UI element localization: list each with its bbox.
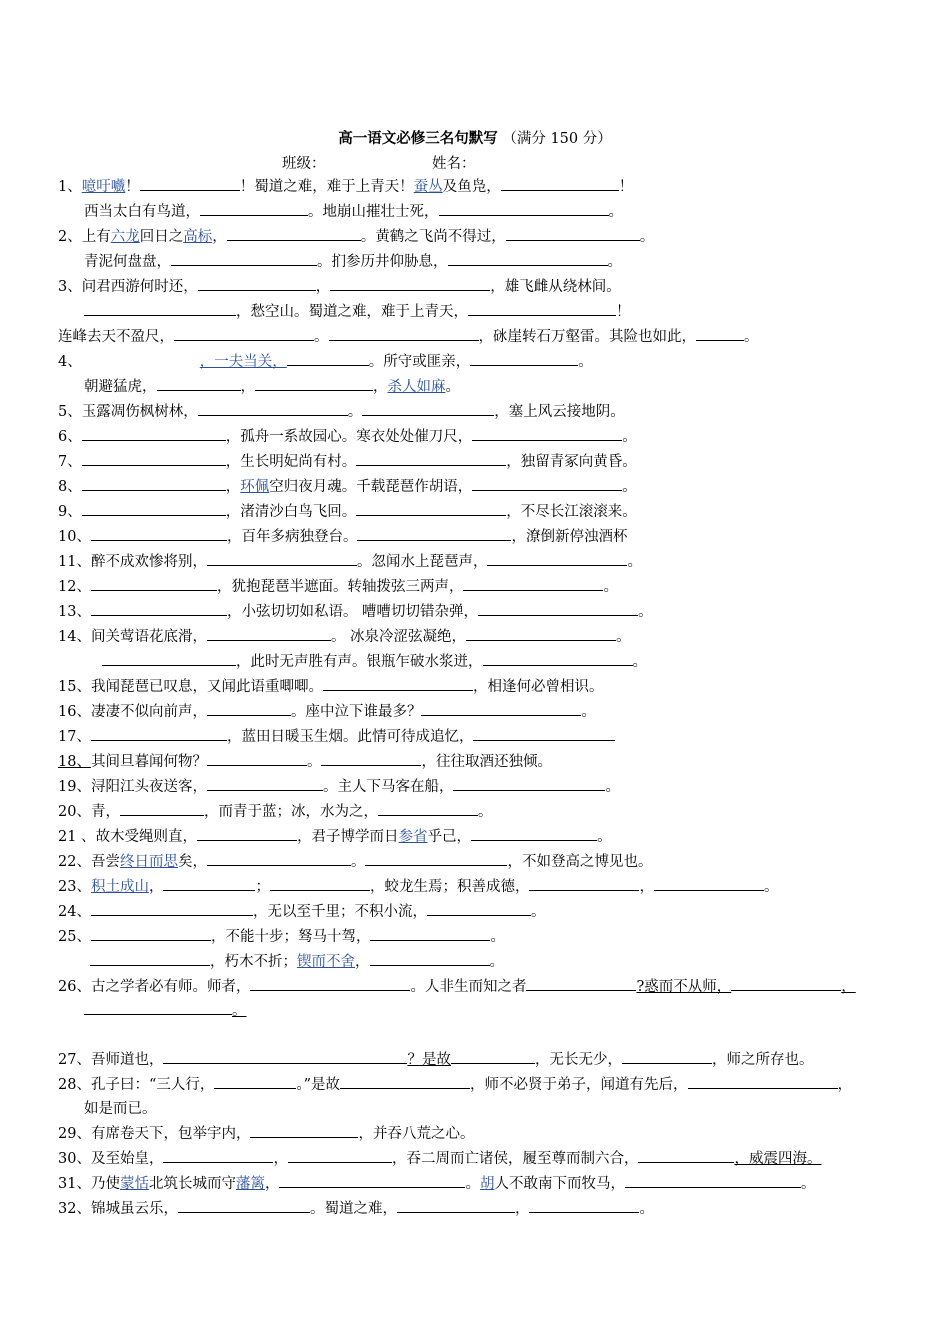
answer-blank[interactable] [471,827,597,841]
text-segment: 乎己， [427,829,472,845]
text-segment: 21 、 [58,829,96,845]
text-segment: 10、 [58,529,91,545]
answer-blank[interactable] [356,502,506,516]
text-segment: ， [639,879,654,895]
text-segment: 。 [632,654,647,670]
question-6 [58,427,637,447]
answer-blank[interactable] [421,702,581,716]
answer-blank[interactable] [321,752,421,766]
text-segment: ， [841,979,856,995]
text-segment: 。 [744,329,759,345]
answer-blank[interactable] [451,1050,535,1064]
text-segment: ，雄飞雌从绕林间。 [490,279,621,295]
answer-blank[interactable] [250,977,410,991]
text-segment: 。忽闻水上琵琶声， [356,554,488,570]
text-segment: ， [225,479,241,495]
answer-blank[interactable] [468,302,616,316]
text-segment: 。 [603,579,618,595]
text-segment: ，渚清沙白鸟飞回。 [225,504,357,520]
text-segment: 。 [639,229,655,245]
text-segment: 。 [477,804,493,820]
text-segment: 孔子曰：“三人行， [90,1077,215,1093]
question-3-line-1 [58,277,621,297]
text-segment: 问君西游何时还， [81,279,198,295]
text-segment: ，一夫当关， [199,354,287,370]
text-segment: ！ [125,179,140,195]
text-segment: ！ [616,304,631,320]
question-23 [58,877,778,897]
text-segment: ，蓝田日暖玉生烟。此情可待成追忆， [226,729,474,745]
text-segment: 。 [232,1003,247,1019]
text-segment: 。 [489,954,504,970]
text-segment: 杀人如麻 [387,379,446,395]
question-26-line-2 [84,1001,247,1021]
answer-blank[interactable] [279,1174,465,1188]
text-segment: ！ [618,179,634,195]
text-segment: 环佩 [240,479,270,495]
text-segment: 3、 [58,279,82,295]
answer-blank[interactable] [329,327,479,341]
text-segment: 4、 [58,354,82,370]
answer-blank[interactable] [157,377,241,391]
answer-blank[interactable] [370,927,490,941]
question-27 [58,1050,813,1070]
text-segment: 。 [490,929,505,945]
text-segment: 我闻琵琶已叹息，又闻此语重唧唧。 [90,679,323,695]
question-4-line-1 [58,352,593,372]
text-segment: ，师不必贤于弟子，闻道有先后， [470,1077,688,1093]
answer-blank[interactable] [90,952,210,966]
text-segment: 如是而已。 [84,1101,157,1117]
question-14-line-1 [58,627,631,647]
text-segment: 。蜀道之难， [309,1201,397,1217]
score-note: （满分 150 分） [502,131,612,147]
text-segment: ，小弦切切如私语。 嘈嘈切切错杂弹， [226,604,479,620]
question-28-line-2 [84,1099,157,1119]
text-segment: ，塞上风云接地阴。 [494,404,625,420]
text-segment: 上有 [81,229,111,245]
answer-blank[interactable] [483,652,633,666]
question-29 [58,1124,474,1144]
answer-blank[interactable] [91,927,211,941]
question-11 [58,552,642,572]
answer-blank[interactable] [178,1199,310,1213]
text-segment: 终日而思 [119,854,178,870]
text-segment: 。 [597,829,612,845]
text-segment: ； [255,879,270,895]
text-segment: 凄凄不似向前声， [90,704,207,720]
text-segment: 。主人下马客在船， [322,779,454,795]
text-segment: 间关莺语花底滑， [90,629,207,645]
text-segment: ？是故 [407,1052,451,1068]
answer-blank[interactable] [501,177,619,191]
text-segment: 30、 [58,1151,91,1167]
text-segment: 浔阳江头夜送客， [90,779,207,795]
answer-blank[interactable] [163,877,255,891]
question-25-line-2 [90,952,504,972]
text-segment: ，威震四海。 [734,1151,822,1167]
answer-blank[interactable] [529,877,639,891]
text-segment: 。 [607,254,622,270]
text-segment: 空归夜月魂。千载琵琶作胡语， [269,479,473,495]
text-segment: ，生长明妃尚有村。 [225,454,357,470]
answer-blank[interactable] [463,577,603,591]
answer-blank[interactable] [171,252,317,266]
answer-blank[interactable] [163,1050,407,1064]
question-22 [58,852,652,872]
question-14-line-2 [102,652,647,672]
question-3-line-2 [84,302,631,322]
text-segment: 20、 [58,804,91,820]
text-segment: ，不如登高之博见也。 [507,854,653,870]
text-segment: 朝避猛虎， [84,379,157,395]
question-2-line-2 [84,252,622,272]
answer-blank[interactable] [696,327,744,341]
text-segment: 14、 [58,629,91,645]
text-segment: ，孤舟一系故园心。寒衣处处催刀尺， [225,429,473,445]
text-segment: 31、 [58,1176,91,1192]
text-segment: 8、 [58,479,82,495]
question-2-line-1 [58,227,654,247]
text-segment: 5、 [58,404,82,420]
text-segment: ，砯崖转石万壑雷。其险也如此， [478,329,696,345]
answer-blank[interactable] [356,452,506,466]
question-12 [58,577,618,597]
text-segment: 回日之 [139,229,184,245]
text-segment: 。地崩山摧壮士死， [308,204,439,220]
text-segment: 。 [638,604,653,620]
answer-blank[interactable] [370,952,490,966]
answer-blank[interactable] [470,352,578,366]
question-5 [58,402,625,422]
answer-blank[interactable] [198,402,348,416]
text-segment: 。 [347,404,363,420]
text-segment: 六龙 [110,229,140,245]
answer-blank[interactable] [255,377,373,391]
text-segment: 青， [90,804,120,820]
answer-blank[interactable] [439,202,609,216]
text-segment: 锦城虽云乐， [90,1201,178,1217]
text-segment: 连峰去天不盈尺， [58,329,174,345]
answer-blank[interactable] [200,202,308,216]
text-segment: 32、 [58,1201,91,1217]
question-24 [58,902,545,922]
text-segment: ，独留青冢向黄昏。 [506,454,637,470]
text-segment: ， [837,1077,853,1093]
text-segment: 吾师道也， [90,1052,164,1068]
text-segment: 9、 [58,504,82,520]
answer-blank[interactable] [102,652,236,666]
answer-blank[interactable] [82,477,226,491]
answer-blank[interactable] [365,852,507,866]
text-segment: ，往往取酒还独倾。 [421,754,552,770]
answer-blank[interactable] [362,402,494,416]
answer-blank[interactable] [487,552,627,566]
text-segment: 。”是故 [296,1077,341,1093]
text-segment: 。 [627,554,642,570]
text-segment: ，君子博学而日 [297,829,399,845]
text-segment: 其间旦暮闻何物？ [90,754,207,770]
answer-blank[interactable] [140,177,240,191]
text-segment: 及鱼凫， [442,179,501,195]
answer-blank[interactable] [472,477,622,491]
answer-blank[interactable] [207,852,351,866]
question-4-line-2 [84,377,460,397]
answer-blank[interactable] [227,227,361,241]
text-segment: 24、 [58,904,91,920]
text-segment: ，此时无声胜有声。银瓶乍破水浆迸， [236,654,483,670]
text-segment: ， [355,954,370,970]
text-segment: 15、 [58,679,91,695]
text-segment: 故木受绳则直， [95,829,198,845]
text-segment: 。扪参历井仰胁息， [317,254,448,270]
text-segment: ， [212,229,227,245]
text-segment: ?惑而不从师， [636,979,732,995]
question-15 [58,677,603,697]
question-10 [58,527,627,547]
text-segment: 。座中泣下谁最多？ [290,704,422,720]
text-segment: 。 冰泉冷涩弦凝绝， [330,629,467,645]
answer-blank[interactable] [529,1199,639,1213]
question-3-line-3 [58,327,759,347]
answer-blank[interactable] [654,877,764,891]
question-8 [58,477,637,497]
answer-blank[interactable] [506,227,640,241]
question-1-line-2 [84,202,623,222]
text-segment: 。 [639,1201,654,1217]
question-13 [58,602,653,622]
text-segment: 。人非生而知之者 [410,979,527,995]
answer-blank[interactable] [91,902,253,916]
text-segment: 1、 [58,179,82,195]
answer-blank[interactable] [82,502,226,516]
text-segment: 人不敢南下而牧马， [494,1176,625,1192]
answer-blank[interactable] [84,1001,232,1015]
text-segment: 25、 [58,929,91,945]
text-segment: 。 [445,379,460,395]
text-segment: 2、 [58,229,82,245]
answer-blank[interactable] [688,1075,838,1089]
answer-blank[interactable] [207,752,307,766]
text-segment: ，而青于蓝；冰，水为之， [203,804,378,820]
text-segment: 胡 [479,1176,495,1192]
text-segment: 13、 [58,604,91,620]
text-segment: 12、 [58,579,91,595]
answer-blank[interactable] [91,527,227,541]
class-label: 班级： [282,156,326,172]
answer-blank[interactable] [82,427,226,441]
text-segment: 矣， [177,854,207,870]
text-segment: 藩篱 [235,1176,265,1192]
text-segment: ，师之所存也。 [711,1052,814,1068]
answer-blank[interactable] [207,702,291,716]
text-segment: 18、 [58,754,91,770]
answer-blank[interactable] [207,552,357,566]
question-7 [58,452,637,472]
question-31 [58,1174,815,1194]
text-segment: 。 [578,354,593,370]
question-26-line-1 [58,977,856,997]
text-segment: 噫吁嚱 [81,179,126,195]
text-segment: ，不尽长江滚滚来。 [506,504,637,520]
answer-blank[interactable] [84,302,236,316]
answer-blank[interactable] [214,1075,296,1089]
text-segment: ， [273,1151,288,1167]
text-segment: ，不能十步；驽马十驾， [210,929,371,945]
text-segment: 。 [605,779,620,795]
text-segment: ，百年多病独登台。 [226,529,358,545]
text-segment: 。 [763,879,779,895]
text-segment: 。 [581,704,596,720]
question-25-line-1 [58,927,505,947]
text-segment: 7、 [58,454,82,470]
question-20 [58,802,492,822]
question-19 [58,777,620,797]
text-segment: 17、 [58,729,91,745]
text-segment: 。 [800,1176,816,1192]
text-segment: ， [373,379,388,395]
answer-blank[interactable] [622,1050,712,1064]
answer-blank[interactable] [91,727,227,741]
text-segment: ， [315,279,331,295]
answer-blank[interactable] [250,1124,358,1138]
text-segment: 。 [465,1176,480,1192]
text-segment: 高标 [183,229,213,245]
text-segment: 吾尝 [90,854,120,870]
title-text: 高一语文必修三名句默写 [338,130,498,147]
name-label: 姓名： [432,156,476,172]
text-segment: ，无以至千里；不积小流， [252,904,427,920]
answer-blank[interactable] [478,602,638,616]
text-segment: 蒙恬 [119,1176,149,1192]
text-segment: 。所守或匪亲， [368,354,471,370]
question-9 [58,502,637,522]
answer-blank[interactable] [427,902,531,916]
text-segment: 。 [314,329,329,345]
text-segment: 。 [622,479,637,495]
text-segment: ，蛟龙生焉；积善成德， [369,879,530,895]
answer-blank[interactable] [526,977,636,991]
text-segment: ， [240,379,255,395]
answer-blank[interactable] [163,1149,273,1163]
text-segment: ，无长无少， [534,1052,622,1068]
text-segment: 。 [306,754,322,770]
text-segment: 有席卷天下，包举宇内， [90,1126,251,1142]
answer-blank[interactable] [198,277,316,291]
text-segment: 29、 [58,1126,91,1142]
text-segment: 。 [530,904,546,920]
answer-blank[interactable] [207,777,323,791]
answer-blank[interactable] [453,777,605,791]
answer-blank[interactable] [120,802,204,816]
text-segment: 。 [608,204,623,220]
answer-blank[interactable] [174,327,314,341]
answer-blank[interactable] [378,802,478,816]
text-segment: ，犹抱琵琶半遮面。转轴拨弦三两声， [216,579,464,595]
text-segment: 玉露凋伤枫树林， [81,404,198,420]
worksheet-title [0,127,950,148]
answer-blank[interactable] [288,1149,392,1163]
answer-blank[interactable] [91,577,217,591]
question-18 [58,752,552,772]
text-segment: 16、 [58,704,91,720]
text-segment: 11、 [58,554,91,570]
text-segment: 古之学者必有师。师者， [90,979,251,995]
answer-blank[interactable] [270,877,370,891]
answer-blank[interactable] [82,452,226,466]
text-segment: 26、 [58,979,91,995]
text-segment: ， [148,879,164,895]
text-segment: 27、 [58,1052,91,1068]
text-segment: 西当太白有鸟道， [84,204,200,220]
answer-blank[interactable] [466,627,616,641]
text-segment: ，相逢何必曾相识。 [472,679,604,695]
question-28-line-1 [58,1075,852,1095]
text-segment: 参省 [398,829,428,845]
text-segment: 乃使 [90,1176,120,1192]
answer-blank[interactable] [638,1149,734,1163]
text-segment: ！蜀道之难，难于上青天！ [239,179,414,195]
text-segment: 。 [616,629,631,645]
answer-blank[interactable] [357,527,511,541]
text-segment: 积土成山 [90,879,149,895]
answer-blank[interactable] [330,277,490,291]
text-segment: 。黄鹤之飞尚不得过， [360,229,506,245]
text-segment: ， [514,1201,530,1217]
answer-blank[interactable] [731,977,841,991]
text-segment: ，朽木不折； [210,954,297,970]
answer-blank[interactable] [287,352,369,366]
answer-blank[interactable] [197,827,297,841]
text-segment: 蚕丛 [413,179,443,195]
answer-blank[interactable] [472,427,622,441]
answer-blank[interactable] [207,627,331,641]
text-segment: 北筑长城而守 [148,1176,236,1192]
question-1-line-1 [58,177,633,197]
text-segment: ，吞二周而亡诸侯，履至尊而制六合， [391,1151,639,1167]
text-segment: 醉不成欢惨将别， [90,554,207,570]
text-segment: 28、 [58,1077,91,1093]
answer-blank[interactable] [323,677,473,691]
text-segment: 及至始皇， [90,1151,164,1167]
text-segment: 19、 [58,779,91,795]
text-segment: 22、 [58,854,91,870]
question-17 [58,727,615,747]
text-segment: ，并吞八荒之心。 [358,1126,475,1142]
text-segment: 。 [622,429,637,445]
answer-blank[interactable] [625,1174,801,1188]
answer-blank[interactable] [397,1199,515,1213]
answer-blank[interactable] [91,602,227,616]
text-segment: 青泥何盘盘， [84,254,171,270]
text-segment: 。 [350,854,366,870]
question-21 [58,827,612,847]
question-16 [58,702,596,722]
answer-blank[interactable] [448,252,608,266]
text-segment: 锲而不舍 [297,954,355,970]
text-segment: 6、 [58,429,82,445]
text-segment: ， [264,1176,280,1192]
text-segment: 23、 [58,879,91,895]
answer-blank[interactable] [340,1075,470,1089]
answer-blank[interactable] [473,727,615,741]
text-segment: ，愁空山。蜀道之难，难于上青天， [236,304,468,320]
text-segment: ，潦倒新停浊酒杯 [511,529,628,545]
question-32 [58,1199,654,1219]
question-30 [58,1149,821,1169]
